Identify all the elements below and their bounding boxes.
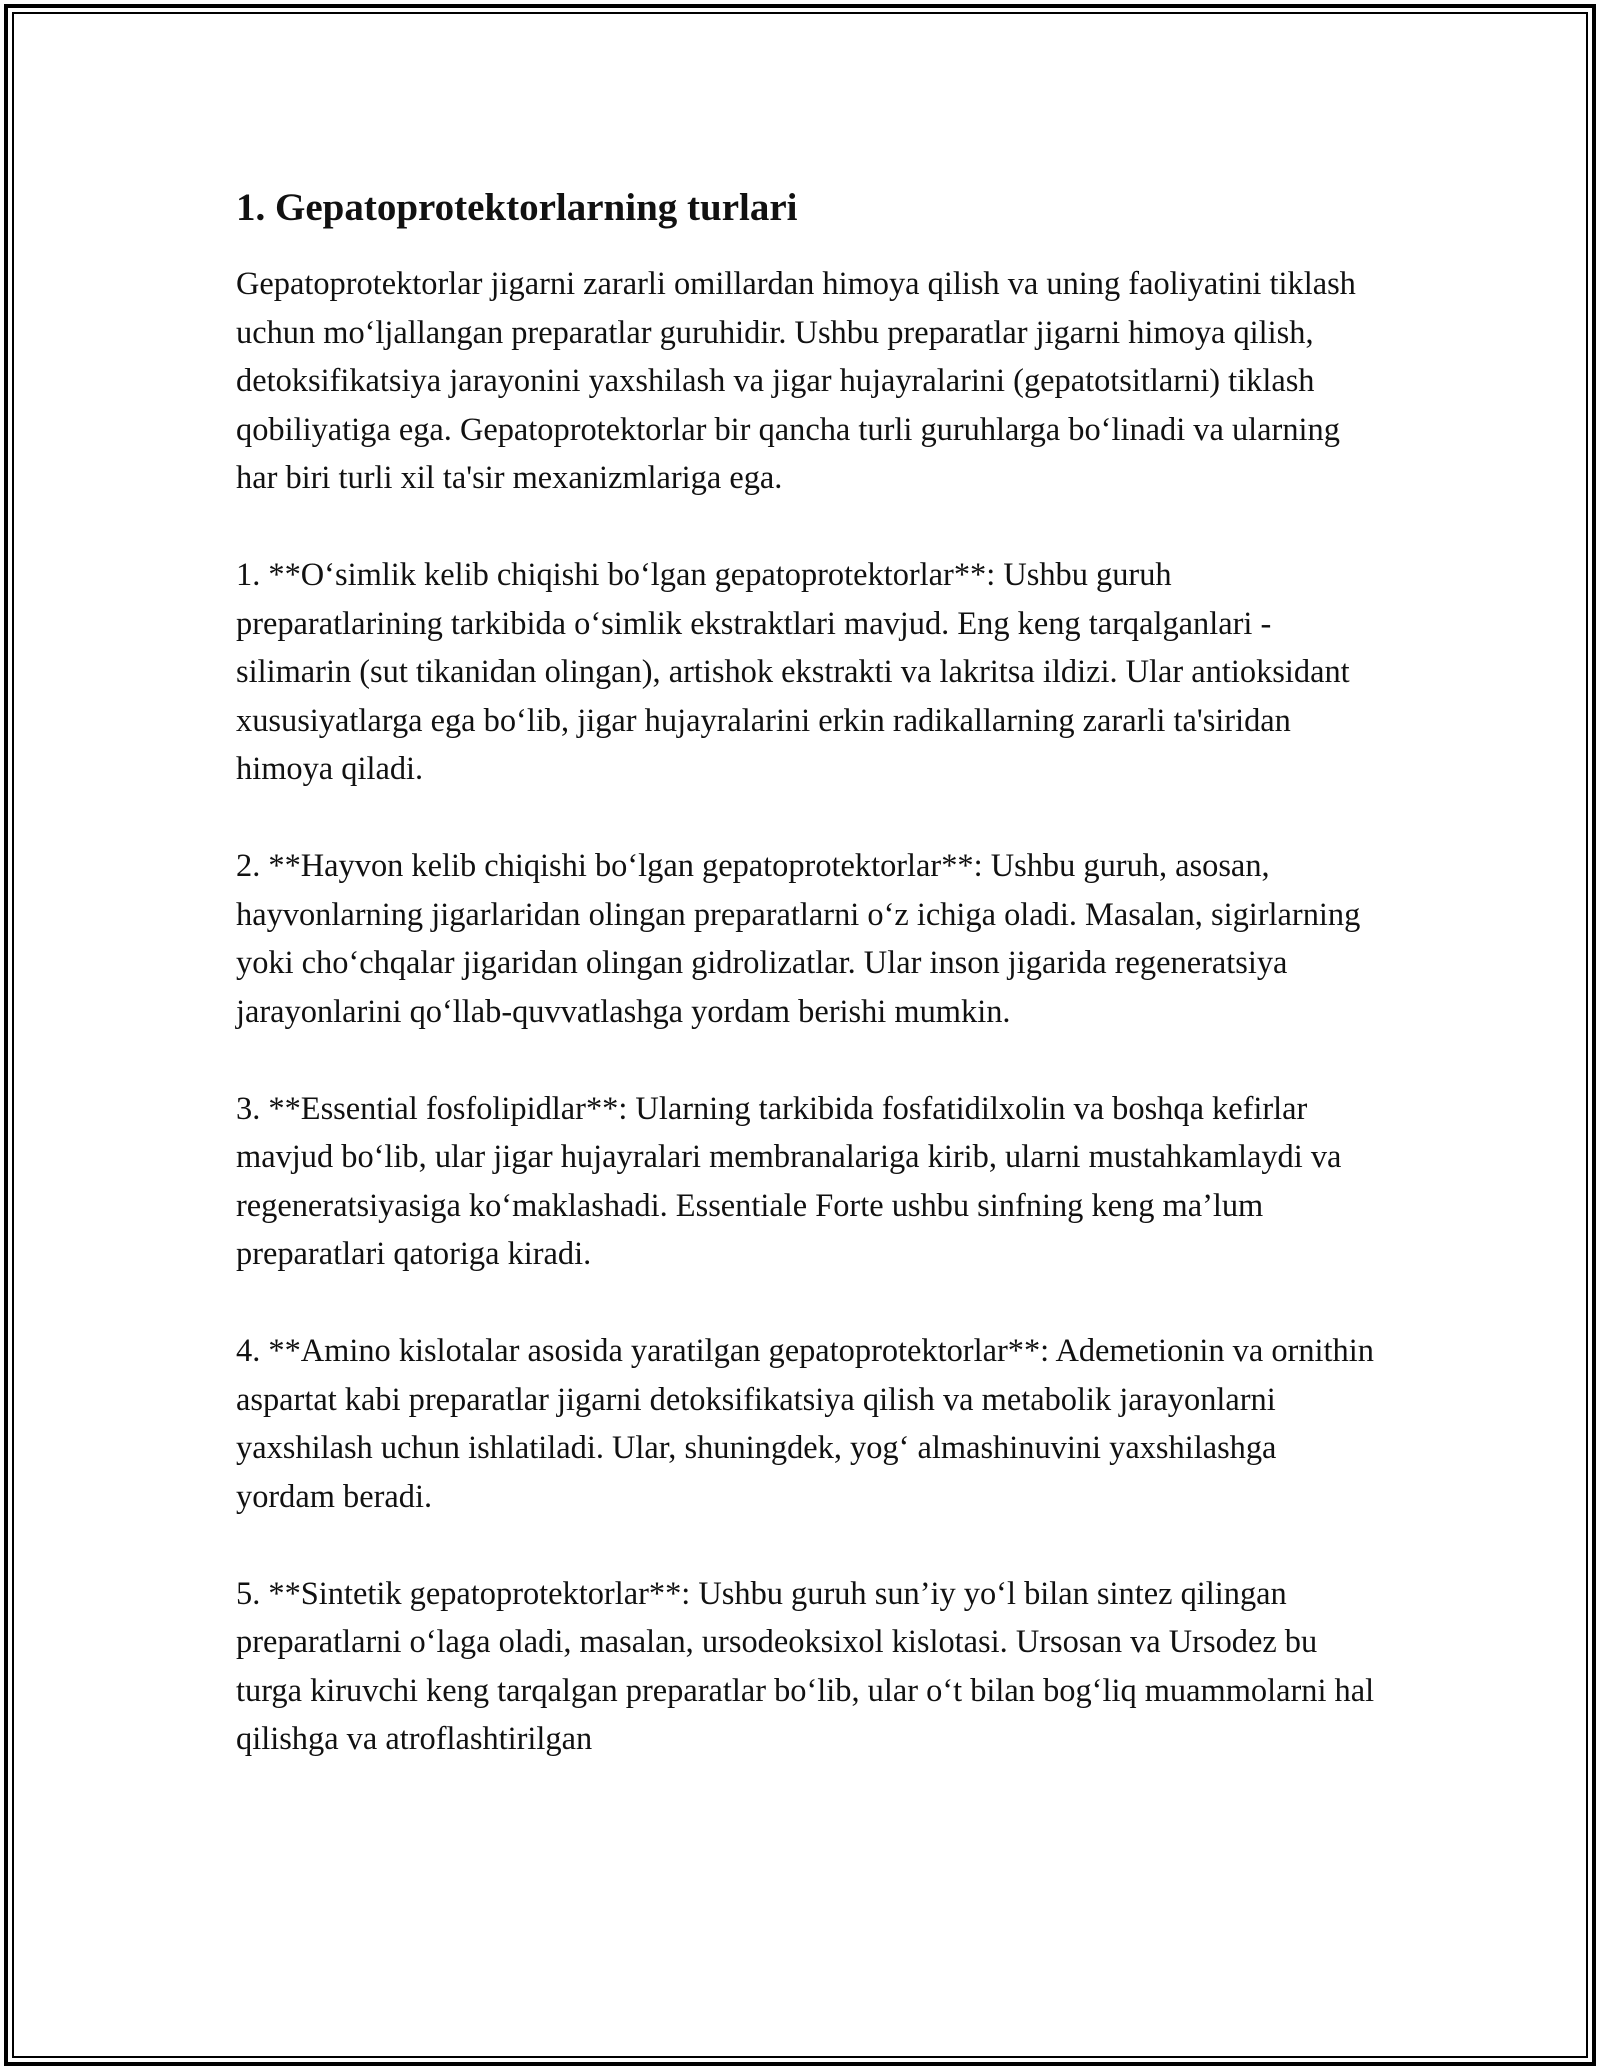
document-body — [236, 182, 1376, 1812]
list-item-essential-phospholipids: 3. **Essential fosfolipidlar**: Ularning tarkibida fosfatidilxolin va boshqa kefirlar mavjud bo‘lib, ular jigar hujayralari membranalariga kirib, ularni mustahkamlaydi va regeneratsiyasiga ko‘maklashadi. Essentiale Forte ushbu sinfning keng ma’lum preparatlari qatoriga kiradi. — [236, 1090, 1342, 1272]
list-item-animal-origin: 2. **Hayvon kelib chiqishi bo‘lgan gepatoprotektorlar**: Ushbu guruh, asosan, hayvonlarning jigarlaridan olingan preparatlarni o‘z ichiga oladi. Masalan, sigirlarning yoki cho‘chqalar jigaridan olingan gidrolizatlar. Ular inson jigarida regeneratsiya jarayonlarini qo‘llab-quvvatlashga yordam berishi mumkin. — [236, 848, 1361, 1030]
list-item-synthetic: 5. **Sintetik gepatoprotektorlar**: Ushbu guruh sun’iy yo‘l bilan sintez qilingan preparatlarni o‘laga oladi, masalan, ursodeoksixol kislotasi. Ursosan va Ursodez bu turga kiruvchi keng tarqalgan preparatlar bo‘lib, ular o‘t bilan bog‘liq muammolarni hal qilishga va atroflashtirilgan — [236, 1575, 1375, 1757]
document-title: 1. Gepatoprotektorlarning turlari — [236, 186, 798, 229]
intro-paragraph: Gepatoprotektorlar jigarni zararli omillardan himoya qilish va uning faoliyatini tiklash uchun mo‘ljallangan preparatlar guruhidir. Ushbu preparatlar jigarni himoya qilish, detoksifikatsiya jarayonini yaxshilash va jigar hujayralarini (gepatotsitlarni) tiklash qobiliyatiga ega. Gepatoprotektorlar bir qancha turli guruhlarga bo‘linadi va ularning har biri turli xil ta'sir mexanizmlariga ega. — [236, 266, 1356, 496]
list-item-amino-acids: 4. **Amino kislotalar asosida yaratilgan gepatoprotektorlar**: Ademetionin va ornithin aspartat kabi preparatlar jigarni detoksifikatsiya qilish va metabolik jarayonlarni yaxshilash uchun ishlatiladi. Ular, shuningdek, yog‘ almashinuvini yaxshilashga yordam beradi. — [236, 1333, 1374, 1515]
list-item-plant-origin: 1. **O‘simlik kelib chiqishi bo‘lgan gepatoprotektorlar**: Ushbu guruh preparatlarining tarkibida o‘simlik ekstraktlari mavjud. Eng keng tarqalganlari - silimarin (sut tikanidan olingan), artishok ekstrakti va lakritsa ildizi. Ular antioksidant xususiyatlarga ega bo‘lib, jigar hujayralarini erkin radikallarning zararli ta'siridan himoya qiladi. — [236, 557, 1350, 787]
